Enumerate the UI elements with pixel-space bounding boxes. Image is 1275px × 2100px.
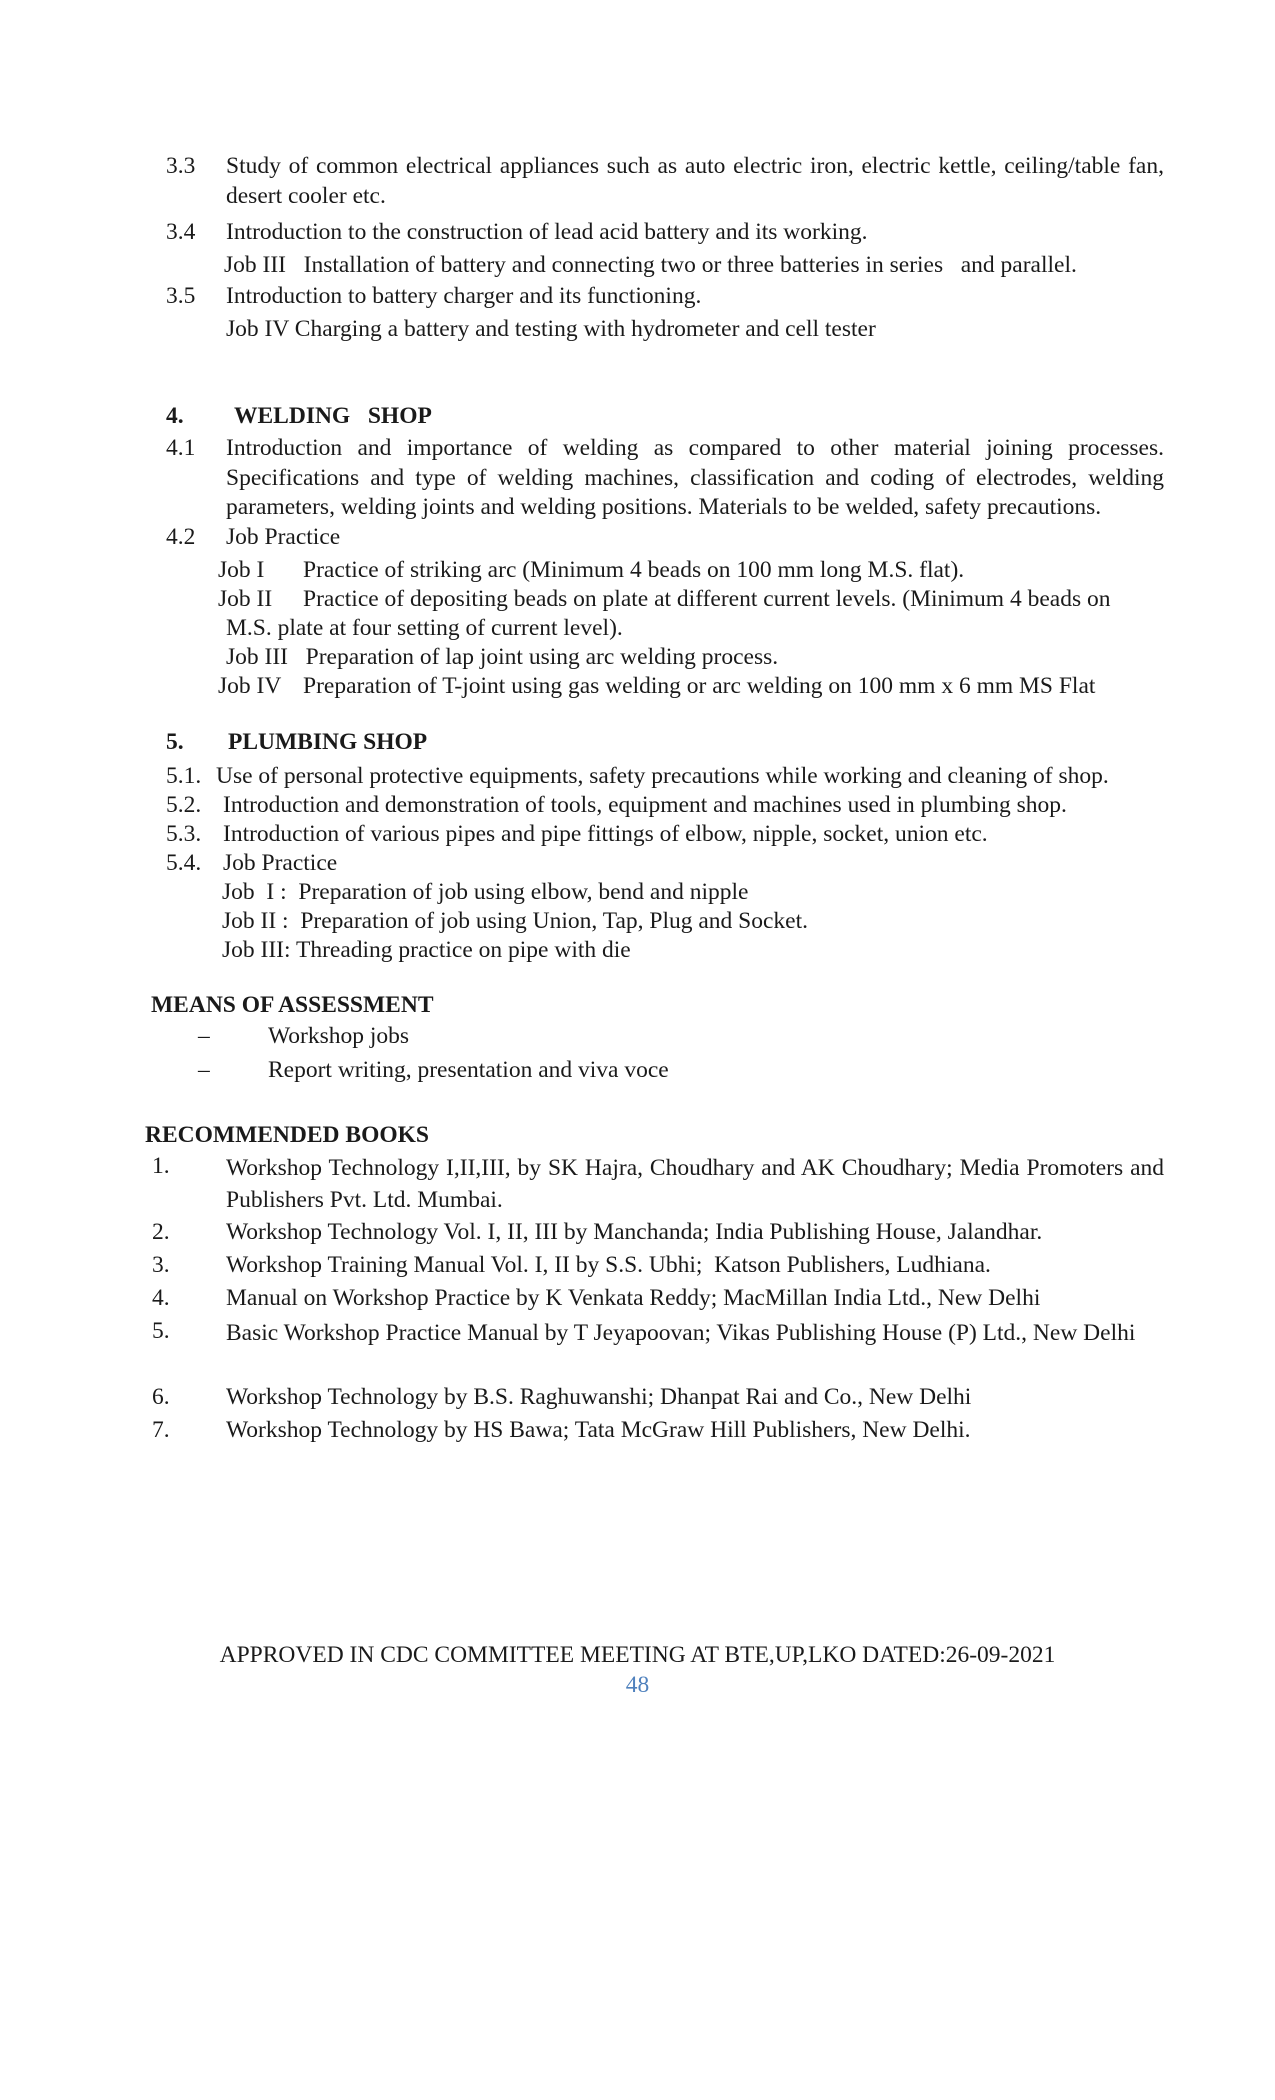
welding-job-2-text: Practice of depositing beads on plate at different current levels. (Minimum 4 beads on [303,586,1111,612]
book-number-6: 6. [152,1384,170,1410]
book-number-3: 3. [152,1252,170,1278]
book-text-2: Workshop Technology Vol. I, II, III by Manchanda; India Publishing House, Jalandhar. [226,1219,1043,1245]
book-number-4: 4. [152,1285,170,1311]
item-number-4-2: 4.2 [166,524,196,550]
plumbing-job-1: Job I : Preparation of job using elbow, bend and nipple [222,879,749,905]
assessment-dash-1: – [198,1023,210,1049]
book-text-1: Workshop Technology I,II,III, by SK Hajra, Choudhary and AK Choudhary; Media Promoters and Publishers Pvt. Ltd. Mumbai. [226,1155,1164,1213]
assessment-heading: MEANS OF ASSESSMENT [151,992,434,1018]
item-text-5-1: Use of personal protective equipments, safety precautions while working and cleaning of shop. [216,763,1109,789]
item-text-5-3: Introduction of various pipes and pipe fittings of elbow, nipple, socket, union etc. [223,821,988,847]
welding-job-2-label: Job II [218,586,273,612]
book-text-7: Workshop Technology by HS Bawa; Tata McGraw Hill Publishers, New Delhi. [226,1417,971,1443]
item-number-3-5: 3.5 [166,283,196,309]
book-text-6: Workshop Technology by B.S. Raghuwanshi; Dhanpat Rai and Co., New Delhi [226,1384,972,1410]
book-text-4: Manual on Workshop Practice by K Venkata Reddy; MacMillan India Ltd., New Delhi [226,1285,1041,1311]
item-number-3-3: 3.3 [166,153,196,179]
section-number-4: 4. [166,403,184,429]
item-number-3-4: 3.4 [166,219,196,245]
book-number-7: 7. [152,1417,170,1443]
approval-footer: APPROVED IN CDC COMMITTEE MEETING AT BTE,UP,LKO DATED:26-09-2021 [219,1642,1056,1668]
welding-job-2-continuation: M.S. plate at four setting of current level). [226,615,623,641]
item-text-5-2: Introduction and demonstration of tools, equipment and machines used in plumbing shop. [223,792,1067,818]
book-text-3: Workshop Training Manual Vol. I, II by S.S. Ubhi; Katson Publishers, Ludhiana. [226,1252,991,1278]
welding-job-4-text: Preparation of T-joint using gas welding or arc welding on 100 mm x 6 mm MS Flat [303,673,1096,699]
item-number-4-1: 4.1 [166,435,196,461]
welding-job-3: Job III Preparation of lap joint using arc welding process. [226,644,779,670]
item-text-4-1: Introduction and importance of welding as compared to other material joining processes. Specifications and type of welding machines, classification and coding of electrodes, welding parameters, welding joints and welding positions. Materials to be welded, safety precautions. [226,435,1164,520]
plumbing-job-3: Job III: Threading practice on pipe with die [222,937,631,963]
item-text-5-4: Job Practice [223,850,338,876]
job-4-charging: Job IV Charging a battery and testing with hydrometer and cell tester [226,316,876,342]
assessment-item-report-writing: Report writing, presentation and viva voce [268,1057,669,1083]
item-text-4-2: Job Practice [226,524,341,550]
item-number-5-4: 5.4. [166,850,202,876]
section-title-welding: WELDING SHOP [234,403,432,429]
item-text-3-3: Study of common electrical appliances such as auto electric iron, electric kettle, ceiling/table fan, desert cooler etc. [226,153,1164,209]
assessment-item-workshop-jobs: Workshop jobs [268,1023,410,1049]
item-number-5-1: 5.1. [166,763,202,789]
section-title-plumbing: PLUMBING SHOP [228,729,428,755]
job-3-battery: Job III Installation of battery and connecting two or three batteries in series and parallel. [224,252,1077,278]
page-number: 48 [625,1672,650,1698]
assessment-dash-2: – [198,1057,210,1083]
book-number-5: 5. [152,1318,170,1344]
section-number-5: 5. [166,729,184,755]
book-number-2: 2. [152,1219,170,1245]
welding-job-4-label: Job IV [218,673,282,699]
item-number-5-3: 5.3. [166,821,202,847]
welding-job-1-text: Practice of striking arc (Minimum 4 beads on 100 mm long M.S. flat). [303,557,965,583]
book-text-5: Basic Workshop Practice Manual by T Jeyapoovan; Vikas Publishing House (P) Ltd., New Delhi [226,1320,1136,1346]
book-number-1: 1. [152,1153,170,1179]
item-text-3-5: Introduction to battery charger and its functioning. [226,283,702,309]
welding-job-1-label: Job I [218,557,265,583]
item-text-3-4: Introduction to the construction of lead acid battery and its working. [226,219,868,245]
books-heading: RECOMMENDED BOOKS [145,1122,429,1148]
plumbing-job-2: Job II : Preparation of job using Union, Tap, Plug and Socket. [222,908,809,934]
item-number-5-2: 5.2. [166,792,202,818]
